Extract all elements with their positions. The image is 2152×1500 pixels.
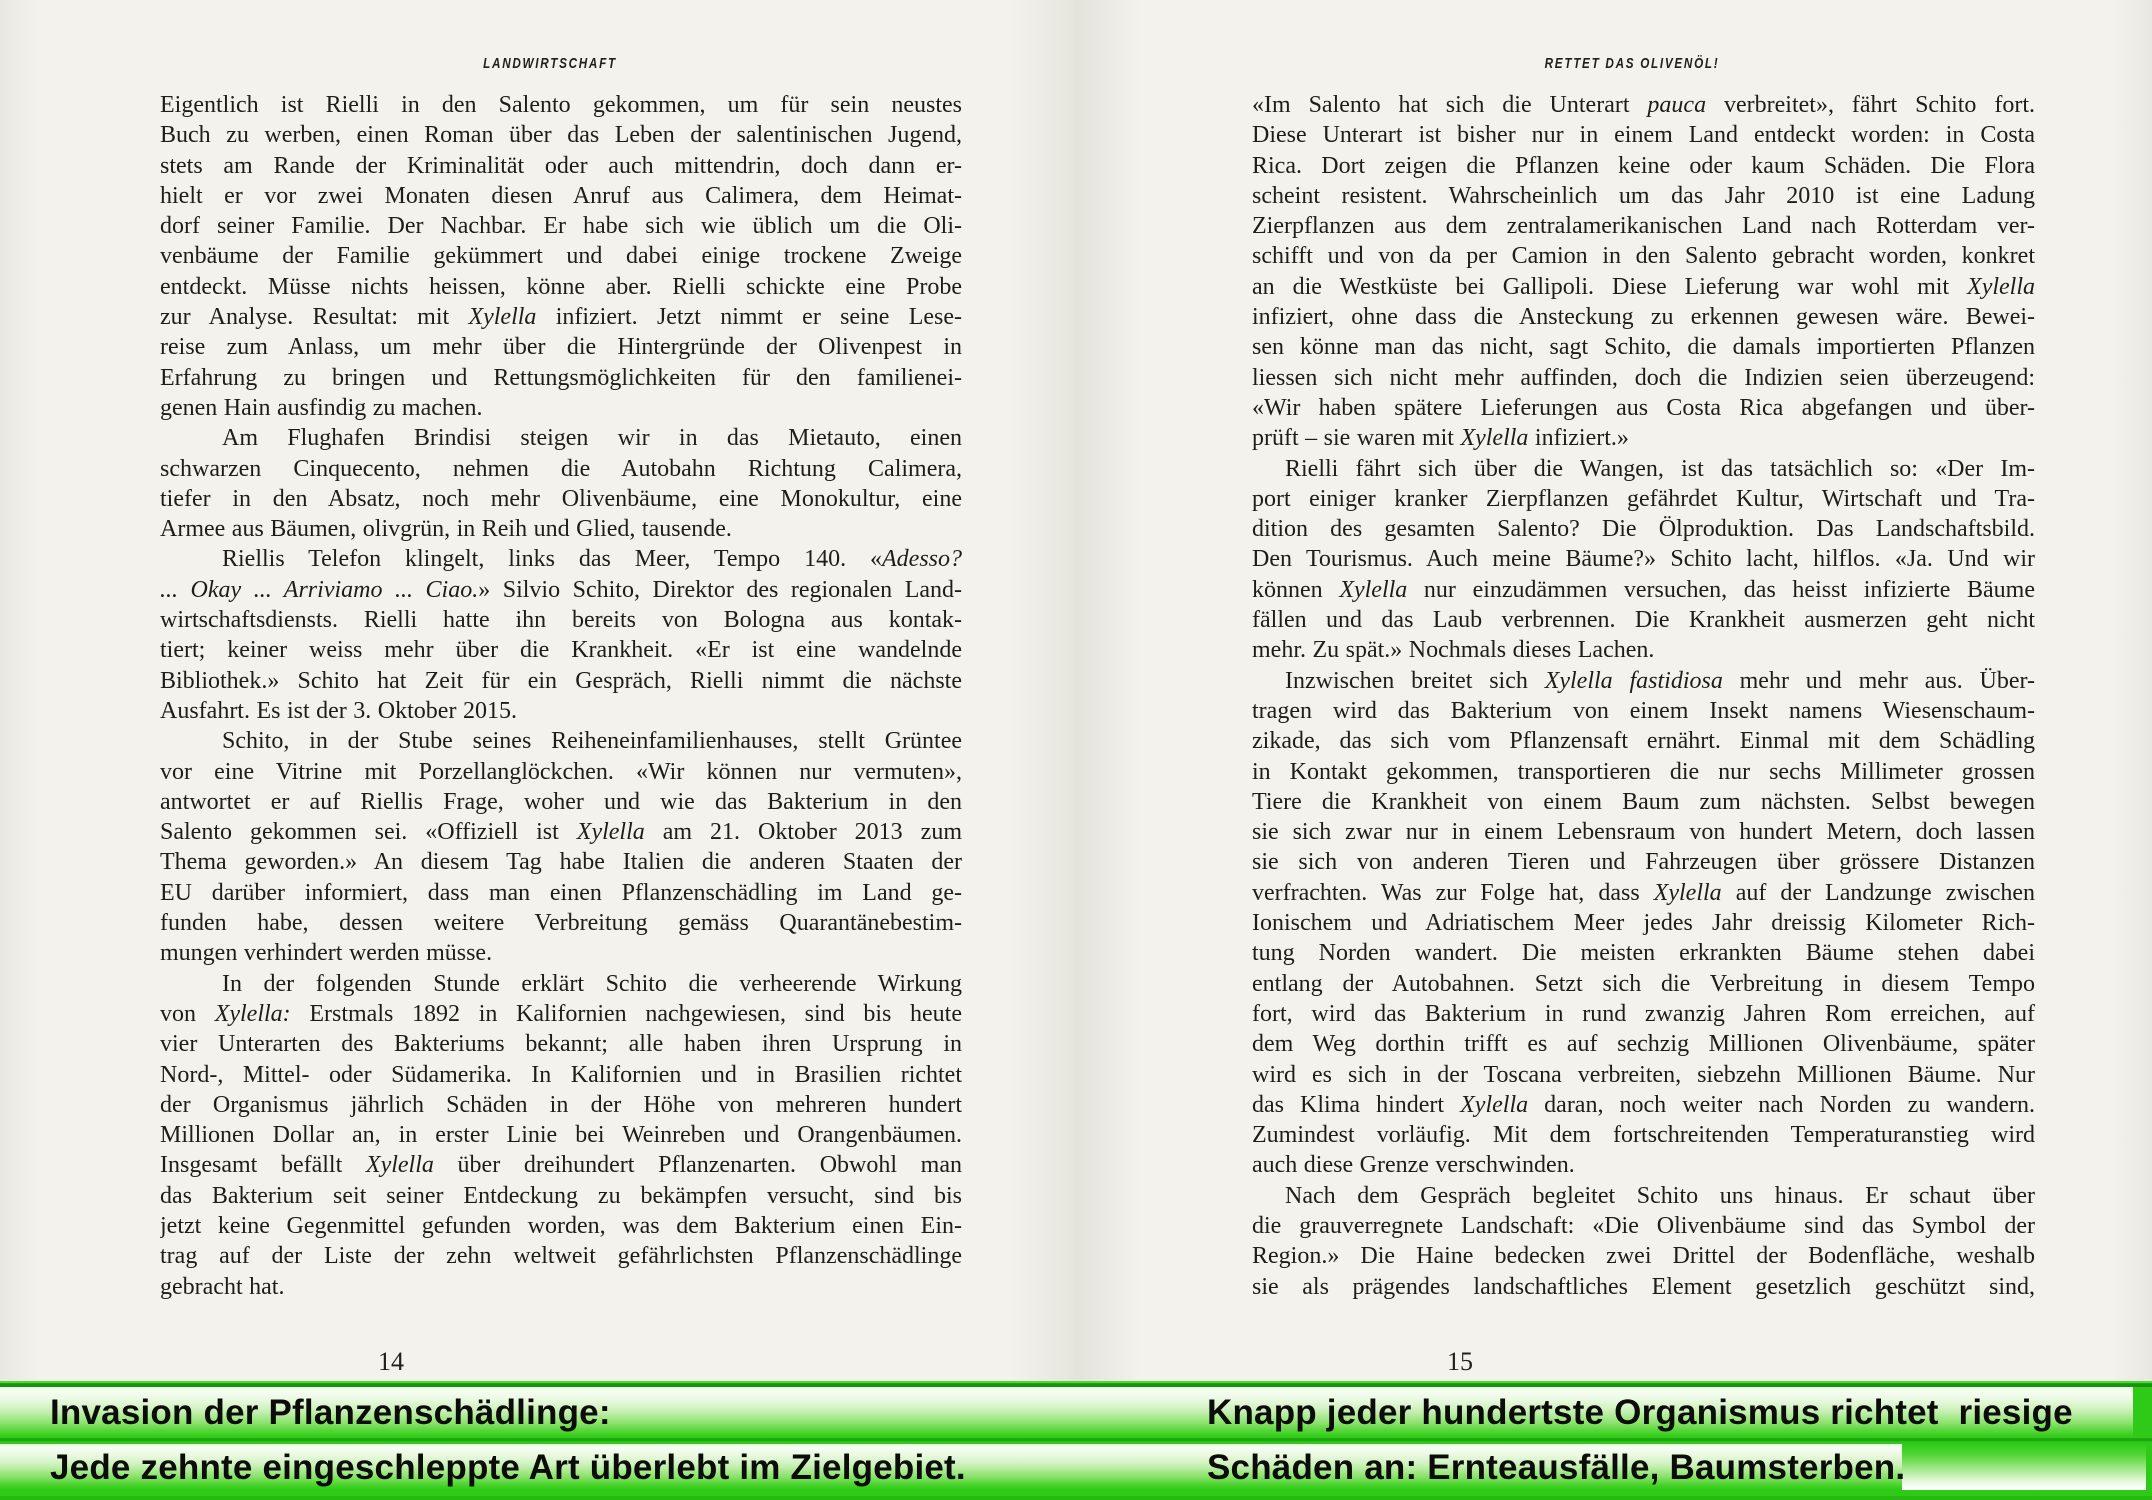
text-line: gebracht hat. bbox=[160, 1273, 285, 1300]
text-line: zikade, das sich vom Pflanzensaft ernährt. Einmal mit dem Schädling bbox=[1252, 728, 2035, 755]
text-line: Am Flughafen Brindisi steigen wir in das Mietauto, einen bbox=[222, 425, 962, 452]
left-page-body bbox=[160, 90, 962, 1302]
text-line: die grauverregnete Landschaft: «Die Olivenbäume sind das Symbol der bbox=[1252, 1212, 2035, 1239]
text-line: sie als prägendes landschaftliches Element gesetzlich geschützt sind, bbox=[1252, 1273, 2035, 1300]
left-page-number: 14 bbox=[378, 1347, 404, 1376]
left-running-head: LANDWIRTSCHAFT bbox=[483, 55, 617, 72]
text-line: vier Unterarten des Bakteriums bekannt; alle haben ihren Ursprung in bbox=[160, 1031, 962, 1058]
text-line: infiziert, ohne dass die Ansteckung zu erkennen gewesen wäre. Bewei- bbox=[1252, 304, 2035, 331]
text-line: das Bakterium seit seiner Entdeckung zu bekämpfen versucht, sind bis bbox=[160, 1182, 962, 1209]
text-line: Den Tourismus. Auch meine Bäume?» Schito lacht, hilflos. «Ja. Und wir bbox=[1252, 546, 2035, 573]
text-line: trag auf der Liste der zehn weltweit gefährlichsten Pflanzenschädlinge bbox=[160, 1243, 962, 1270]
text-line: dorf seiner Familie. Der Nachbar. Er habe sich wie üblich um die Oli- bbox=[160, 213, 962, 240]
ticker-row-separator bbox=[0, 1438, 2152, 1442]
text-line: an die Westküste bei Gallipoli. Diese Lieferung war wohl mit Xylella bbox=[1252, 273, 2035, 300]
text-line: Ausfahrt. Es ist der 3. Oktober 2015. bbox=[160, 697, 517, 724]
text-line: Inzwischen breitet sich Xylella fastidiosa mehr und mehr aus. Über- bbox=[1285, 667, 2035, 694]
text-line: entdeckt. Müsse nichts heissen, könne aber. Rielli schickte eine Probe bbox=[160, 273, 962, 300]
text-line: port einiger kranker Zierpflanzen gefährdet Kultur, Wirtschaft und Tra- bbox=[1252, 485, 2035, 512]
text-line: entlang der Autobahnen. Setzt sich die Verbreitung in diesem Tempo bbox=[1252, 970, 2035, 997]
text-line: stets am Rande der Kriminalität oder auch mittendrin, doch dann er- bbox=[160, 152, 962, 179]
text-line: tiefer in den Absatz, noch mehr Olivenbäume, eine Monokultur, eine bbox=[160, 485, 962, 512]
text-line: verfrachten. Was zur Folge hat, dass Xylella auf der Landzunge zwischen bbox=[1252, 879, 2035, 906]
text-line: dition des gesamten Salento? Die Ölproduktion. Das Landschaftsbild. bbox=[1252, 516, 2035, 543]
text-line: Erfahrung zu bringen und Rettungsmöglichkeiten für den familienei- bbox=[160, 364, 962, 391]
text-line: Nord-, Mittel- oder Südamerika. In Kalifornien und in Brasilien richtet bbox=[160, 1061, 962, 1088]
text-line: dem Weg dorthin trifft es auf sechzig Millionen Olivenbäume, später bbox=[1252, 1031, 2035, 1058]
text-line: wird es sich in der Toscana verbreiten, siebzehn Millionen Bäume. Nur bbox=[1252, 1061, 2035, 1088]
text-line: tung Norden wandert. Die meisten erkrankten Bäume stehen dabei bbox=[1252, 940, 2035, 967]
text-line: In der folgenden Stunde erklärt Schito die verheerende Wirkung bbox=[222, 970, 962, 997]
text-line: antwortet er auf Riellis Frage, woher und wie das Bakterium in den bbox=[160, 788, 962, 815]
text-line: scheint resistent. Wahrscheinlich um das Jahr 2010 ist eine Ladung bbox=[1252, 182, 2035, 209]
text-line: EU darüber informiert, dass man einen Pflanzenschädling im Land ge- bbox=[160, 879, 962, 906]
text-line: sie sich von anderen Tieren und Fahrzeugen über grössere Distanzen bbox=[1252, 849, 2035, 876]
right-running-head: RETTET DAS OLIVENÖL! bbox=[1544, 55, 1720, 72]
text-line: schwarzen Cinquecento, nehmen die Autobahn Richtung Calimera, bbox=[160, 455, 962, 482]
text-line: können Xylella nur einzudämmen versuchen, das heisst infizierte Bäume bbox=[1252, 576, 2035, 603]
text-line: Diese Unterart ist bisher nur in einem Land entdeckt worden: in Costa bbox=[1252, 122, 2035, 149]
text-line: genen Hain ausfindig zu machen. bbox=[160, 394, 483, 421]
text-line: Millionen Dollar an, in erster Linie bei Weinreben und Orangenbäumen. bbox=[160, 1122, 962, 1149]
text-line: tiert; keiner weiss mehr über die Krankheit. «Er ist eine wandelnde bbox=[160, 637, 962, 664]
text-line: tragen wird das Bakterium von einem Insekt namens Wiesenschaum- bbox=[1252, 697, 2035, 724]
text-line: Armee aus Bäumen, olivgrün, in Reih und Glied, tausende. bbox=[160, 516, 732, 543]
right-page-body bbox=[1252, 90, 2035, 1302]
text-line: von Xylella: Erstmals 1892 in Kalifornien nachgewiesen, sind bis heute bbox=[160, 1000, 962, 1027]
text-line: auch diese Grenze verschwinden. bbox=[1252, 1152, 1575, 1179]
text-line: Zierpflanzen aus dem zentralamerikanischen Land nach Rotterdam ver- bbox=[1252, 213, 2035, 240]
text-line: Bibliothek.» Schito hat Zeit für ein Gespräch, Rielli nimmt die nächste bbox=[160, 667, 962, 694]
text-line: mungen verhindert werden müsse. bbox=[160, 940, 493, 967]
text-line: vor eine Vitrine mit Porzellanglöckchen. «Wir können nur vermuten», bbox=[160, 758, 962, 785]
text-line: mehr. Zu spät.» Nochmals dieses Lachen. bbox=[1252, 637, 1655, 664]
text-line: Insgesamt befällt Xylella über dreihundert Pflanzenarten. Obwohl man bbox=[160, 1152, 962, 1179]
text-line: Schito, in der Stube seines Reiheneinfamilienhauses, stellt Grüntee bbox=[222, 728, 962, 755]
right-edge-shadow bbox=[2112, 0, 2152, 1381]
text-line: Zumindest vorläufig. Mit dem fortschreitenden Temperaturanstieg wird bbox=[1252, 1122, 2035, 1149]
text-line: Region.» Die Haine bedecken zwei Drittel der Bodenfläche, weshalb bbox=[1252, 1243, 2035, 1270]
text-line: «Wir haben spätere Lieferungen aus Costa Rica abgefangen und über- bbox=[1252, 394, 2035, 421]
text-line: Rielli fährt sich über die Wangen, ist das tatsächlich so: «Der Im- bbox=[1285, 455, 2035, 482]
left-edge-shadow bbox=[0, 0, 40, 1381]
text-line: liessen sich nicht mehr auffinden, doch die Indizien seien überzeugend: bbox=[1252, 364, 2035, 391]
text-line: Rica. Dort zeigen die Pflanzen keine oder kaum Schäden. Die Flora bbox=[1252, 152, 2035, 179]
ticker-text-row2-left: Jede zehnte eingeschleppte Art überlebt im Zielgebiet. bbox=[50, 1448, 966, 1487]
text-line: reise zum Anlass, um mehr über die Hintergründe der Olivenpest in bbox=[160, 334, 962, 361]
text-line: fort, wird das Bakterium in rund zwanzig Jahren Rom erreichen, auf bbox=[1252, 1000, 2035, 1027]
right-page-number: 15 bbox=[1447, 1347, 1473, 1376]
text-line: sie sich zwar nur in einem Lebensraum von hundert Metern, doch lassen bbox=[1252, 819, 2035, 846]
ticker-text-row1-left: Invasion der Pflanzenschädlinge: bbox=[50, 1393, 611, 1432]
text-line: Nach dem Gespräch begleitet Schito uns hinaus. Er schaut über bbox=[1285, 1182, 2035, 1209]
ticker-bottom-border bbox=[0, 1496, 2152, 1500]
text-line: der Organismus jährlich Schäden in der Höhe von mehreren hundert bbox=[160, 1091, 962, 1118]
text-line: «Im Salento hat sich die Unterart pauca verbreitet», fährt Schito fort. bbox=[1252, 92, 2035, 118]
text-line: Ionischem und Adriatischem Meer jedes Jahr dreissig Kilometer Rich- bbox=[1252, 910, 2035, 937]
text-line: jetzt keine Gegenmittel gefunden worden, was dem Bakterium einen Ein- bbox=[160, 1212, 962, 1239]
text-line: venbäume der Familie gekümmert und dabei einige trockene Zweige bbox=[160, 243, 962, 270]
text-line: das Klima hindert Xylella daran, noch weiter nach Norden zu wandern. bbox=[1252, 1091, 2035, 1118]
text-line: Salento gekommen sei. «Offiziell ist Xylella am 21. Oktober 2013 zum bbox=[160, 819, 962, 846]
text-line: hielt er vor zwei Monaten diesen Anruf aus Calimera, dem Heimat- bbox=[160, 182, 962, 209]
text-line: sen könne man das nicht, sagt Schito, die damals importierten Pflanzen bbox=[1252, 334, 2035, 361]
text-line: prüft – sie waren mit Xylella infiziert.» bbox=[1252, 425, 1629, 452]
text-line: schifft und von da per Camion in den Salento gebracht worden, konkret bbox=[1252, 243, 2035, 270]
gutter-shadow bbox=[1010, 0, 1140, 1381]
ticker-text-row2-right: Schäden an: Ernteausfälle, Baumsterben. bbox=[1207, 1448, 1906, 1487]
ticker-text-row1-right: Knapp jeder hundertste Organismus richtet riesige bbox=[1207, 1393, 2073, 1432]
text-line: Riellis Telefon klingelt, links das Meer, Tempo 140. «Adesso? bbox=[222, 546, 962, 573]
text-line: Thema geworden.» An diesem Tag habe Italien die anderen Staaten der bbox=[160, 849, 962, 876]
text-line: in Kontakt gekommen, transportieren die nur sechs Millimeter grossen bbox=[1252, 758, 2035, 785]
text-line: funden habe, dessen weitere Verbreitung gemäss Quarantänebestim- bbox=[160, 910, 962, 937]
text-line: ... Okay ... Arriviamo ... Ciao.» Silvio Schito, Direktor des regionalen Land- bbox=[160, 576, 962, 603]
text-line: fällen und das Laub verbrennen. Die Krankheit ausmerzen geht nicht bbox=[1252, 607, 2035, 634]
text-line: Buch zu werben, einen Roman über das Leben der salentinischen Jugend, bbox=[160, 122, 962, 149]
text-line: Tiere die Krankheit von einem Baum zum nächsten. Selbst bewegen bbox=[1252, 788, 2035, 815]
text-line: Eigentlich ist Rielli in den Salento gekommen, um für sein neustes bbox=[160, 92, 962, 118]
text-line: wirtschaftsdiensts. Rielli hatte ihn bereits von Bologna aus kontak- bbox=[160, 607, 962, 634]
ticker-row2-highlight-inverted bbox=[1902, 1444, 2146, 1490]
text-line: zur Analyse. Resultat: mit Xylella infiziert. Jetzt nimmt er seine Lese- bbox=[160, 304, 962, 331]
ticker-banner bbox=[0, 1381, 2152, 1500]
